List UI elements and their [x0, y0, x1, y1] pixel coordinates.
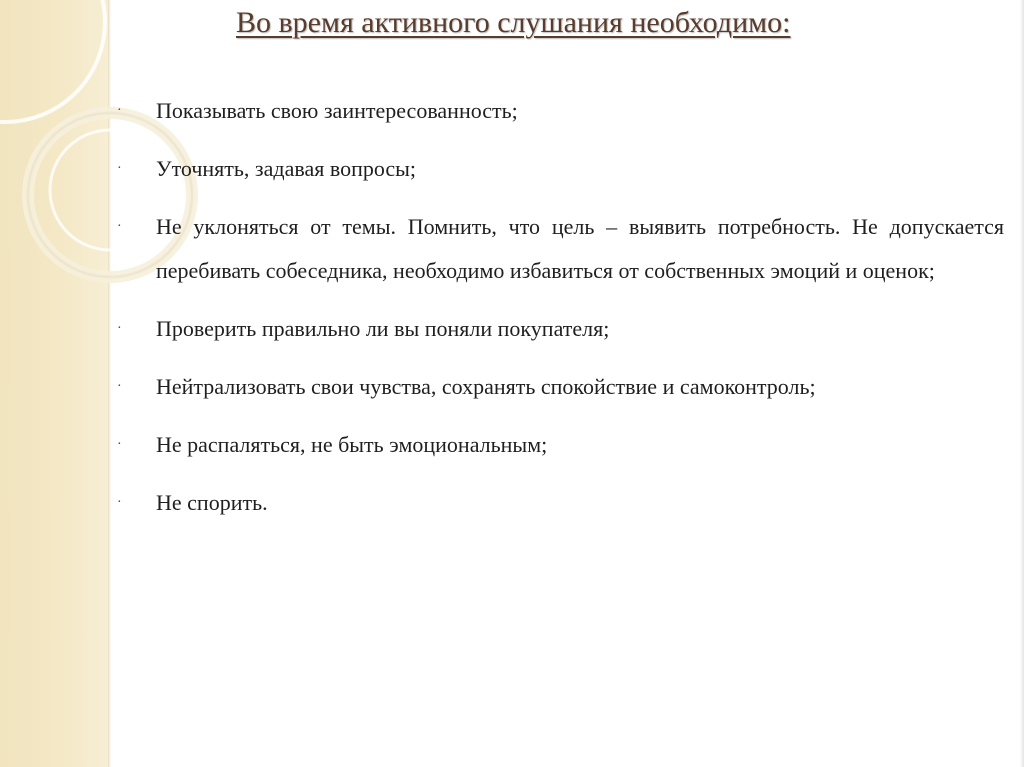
list-item	[113, 423, 1004, 467]
bullet-dot: ·	[117, 379, 122, 394]
list-item	[113, 205, 1004, 293]
ring-large	[0, 0, 105, 122]
list-item-text: Уточнять, задавая вопросы;	[156, 156, 417, 181]
bullet-dot: ·	[117, 437, 122, 452]
list-item	[113, 365, 1004, 409]
slide-right-shadow	[1020, 0, 1024, 767]
bullet-dot: ·	[117, 495, 122, 510]
list-item-text: Не распаляться, не быть эмоциональным;	[156, 432, 548, 457]
bullet-dot: ·	[117, 321, 122, 336]
bullet-list	[113, 89, 1004, 539]
list-item-text: Не уклоняться от темы. Помнить, что цель – выявить потребность. Не допускается перебивать собеседника, необходимо избавиться от собственных эмоций и оценок;	[156, 214, 1004, 283]
slide-title: Во время активного слушания необходимо:	[236, 6, 791, 39]
list-item-text: Не спорить.	[156, 490, 268, 515]
bullet-dot: ·	[117, 103, 122, 118]
list-item-text: Показывать свою заинтересованность;	[156, 98, 518, 123]
list-item-text: Нейтрализовать свои чувства, сохранять спокойствие и самоконтроль;	[156, 374, 816, 399]
list-item	[113, 307, 1004, 351]
list-item-text: Проверить правильно ли вы поняли покупателя;	[156, 316, 610, 341]
bullet-dot: ·	[117, 219, 122, 234]
list-item	[113, 147, 1004, 191]
list-item	[113, 481, 1004, 525]
bullet-dot: ·	[117, 161, 122, 176]
list-item	[113, 89, 1004, 133]
